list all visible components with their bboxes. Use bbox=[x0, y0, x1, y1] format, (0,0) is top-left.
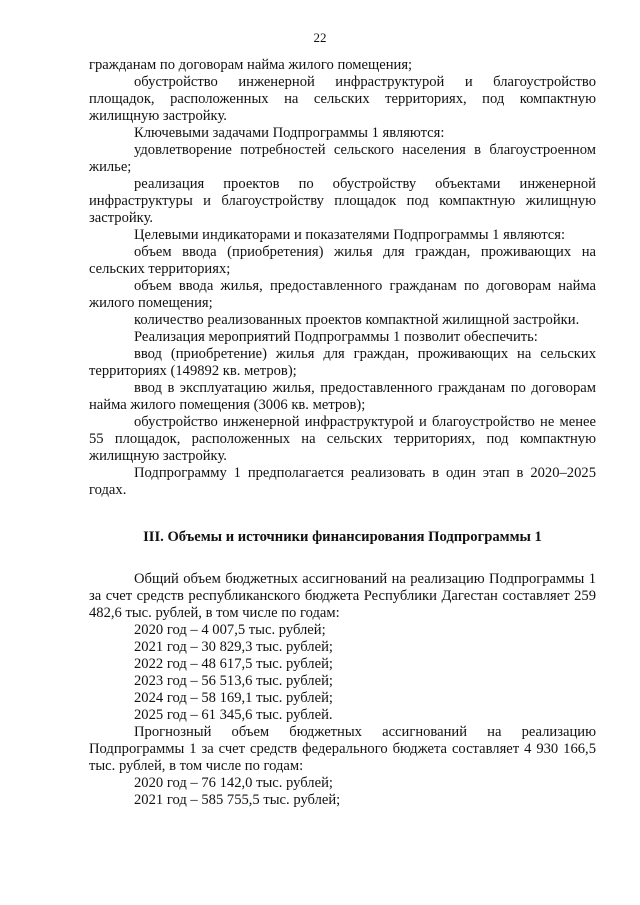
year-amount-line: 2020 год – 76 142,0 тыс. рублей; bbox=[134, 775, 333, 791]
paragraph: обустройство инженерной инфраструктурой и благоустройство не менее 55 площадок, расположенных на сельских территориях, под компактную жилищную застройку. bbox=[89, 414, 596, 464]
paragraph: ввод в эксплуатацию жилья, предоставленного гражданам по договорам найма жилого помещения (3006 кв. метров); bbox=[89, 380, 596, 413]
paragraph: Ключевыми задачами Подпрограммы 1 являются: bbox=[134, 125, 445, 141]
paragraph: объем ввода (приобретения) жилья для граждан, проживающих на сельских территориях; bbox=[89, 244, 596, 277]
page-number: 22 bbox=[313, 30, 327, 45]
section-heading: III. Объемы и источники финансирования Подпрограммы 1 bbox=[143, 529, 542, 545]
paragraph: Общий объем бюджетных ассигнований на реализацию Подпрограммы 1 за счет средств республиканского бюджета Республики Дагестан составляет 259 482,6 тыс. рублей, в том числе по годам: bbox=[89, 571, 596, 621]
year-amount-line: 2022 год – 48 617,5 тыс. рублей; bbox=[134, 656, 333, 672]
year-amount-line: 2023 год – 56 513,6 тыс. рублей; bbox=[134, 673, 333, 689]
paragraph: Подпрограмму 1 предполагается реализовать в один этап в 2020–2025 годах. bbox=[89, 465, 596, 498]
paragraph: количество реализованных проектов компактной жилищной застройки. bbox=[134, 312, 580, 328]
paragraph: обустройство инженерной инфраструктурой и благоустройство площадок, расположенных на сельских территориях, под компактную жилищную застройку. bbox=[89, 74, 596, 124]
paragraph: гражданам по договорам найма жилого помещения; bbox=[89, 57, 413, 73]
paragraph: Прогнозный объем бюджетных ассигнований на реализацию Подпрограммы 1 за счет средств федерального бюджета составляет 4 930 166,5 тыс. рублей, в том числе по годам: bbox=[89, 724, 596, 774]
year-amount-line: 2021 год – 30 829,3 тыс. рублей; bbox=[134, 639, 333, 655]
document-body bbox=[89, 57, 596, 809]
paragraph: объем ввода жилья, предоставленного гражданам по договорам найма жилого помещения; bbox=[89, 278, 596, 311]
year-amount-line: 2024 год – 58 169,1 тыс. рублей; bbox=[134, 690, 333, 706]
year-amount-line: 2021 год – 585 755,5 тыс. рублей; bbox=[134, 792, 341, 808]
paragraph: удовлетворение потребностей сельского населения в благоустроенном жилье; bbox=[89, 142, 596, 175]
paragraph: Реализация мероприятий Подпрограммы 1 позволит обеспечить: bbox=[134, 329, 538, 345]
year-amount-line: 2025 год – 61 345,6 тыс. рублей. bbox=[134, 707, 333, 723]
paragraph: реализация проектов по обустройству объектами инженерной инфраструктуры и благоустройству площадок под компактную жилищную застройку. bbox=[89, 176, 596, 226]
paragraph: ввод (приобретение) жилья для граждан, проживающих на сельских территориях (149892 кв. метров); bbox=[89, 346, 596, 379]
year-amount-line: 2020 год – 4 007,5 тыс. рублей; bbox=[134, 622, 326, 638]
paragraph: Целевыми индикаторами и показателями Подпрограммы 1 являются: bbox=[134, 227, 566, 243]
